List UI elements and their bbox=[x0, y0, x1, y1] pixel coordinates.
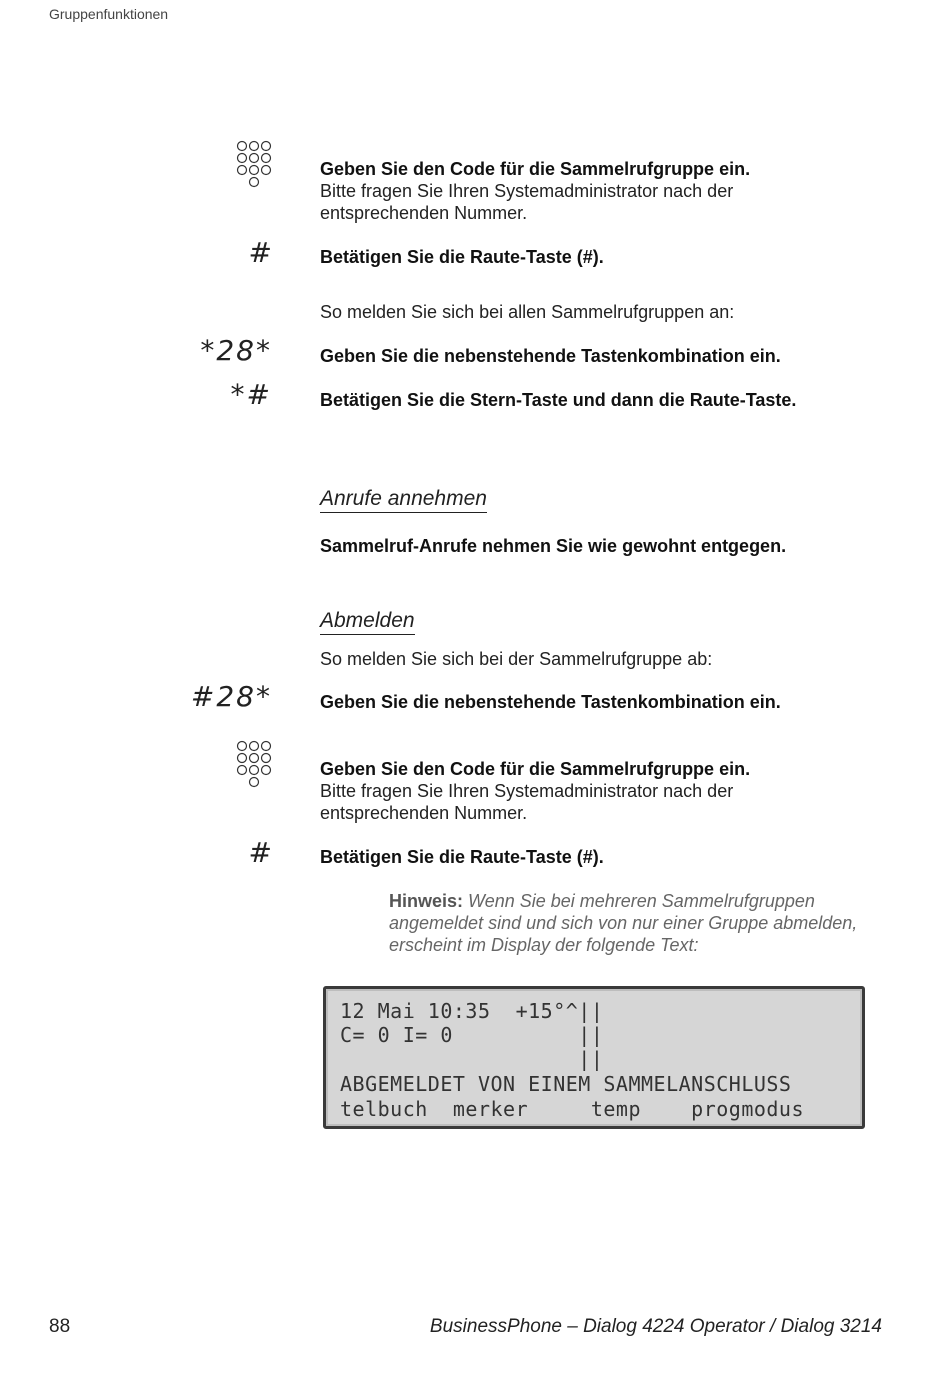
display-line-5: telbuch merker temp progmodus bbox=[340, 1097, 805, 1121]
display-line-1: 12 Mai 10:35 +15°^|| bbox=[340, 999, 604, 1023]
star-hash-instruction: Betätigen Sie die Stern-Taste und dann die Raute-Taste. bbox=[320, 390, 797, 410]
note-text: Wenn Sie bei mehreren Sammelrufgruppen angemeldet sind und sich von nur einer Gruppe abmelden, erscheint im Display der folgende Text: bbox=[389, 891, 858, 955]
code-hint-line2: entsprechenden Nummer. bbox=[320, 203, 528, 223]
display-line-3: || bbox=[340, 1047, 604, 1071]
logout-code-hint-line1: Bitte fragen Sie Ihren Systemadministrator nach der bbox=[320, 781, 734, 801]
keypad-icon bbox=[236, 740, 274, 790]
logout-intro: So melden Sie sich bei der Sammelrufgruppe ab: bbox=[320, 649, 713, 669]
phone-display bbox=[323, 986, 865, 1129]
answer-instruction: Sammelruf-Anrufe nehmen Sie wie gewohnt entgegen. bbox=[320, 536, 787, 556]
login-all-combo-icon: *28* bbox=[200, 334, 272, 367]
logout-combo-icon: #28* bbox=[190, 680, 272, 713]
logout-code-hint-line2: entsprechenden Nummer. bbox=[320, 803, 528, 823]
footer-title: BusinessPhone – Dialog 4224 Operator / Dialog 3214 bbox=[429, 1316, 882, 1337]
note-label: Hinweis: bbox=[389, 891, 464, 911]
hash-instruction: Betätigen Sie die Raute-Taste (#). bbox=[320, 247, 604, 267]
section-header: Gruppenfunktionen bbox=[49, 6, 169, 22]
logout-code-instruction: Geben Sie den Code für die Sammelrufgruppe ein. bbox=[320, 759, 751, 779]
display-line-2: C= 0 I= 0 || bbox=[340, 1023, 604, 1047]
hash-key-icon: # bbox=[248, 236, 272, 269]
display-line-4: ABGEMELDET VON EINEM SAMMELANSCHLUSS bbox=[340, 1072, 792, 1096]
section-heading-logout: Abmelden bbox=[320, 609, 415, 635]
login-all-intro: So melden Sie sich bei allen Sammelrufgruppen an: bbox=[320, 302, 735, 322]
logout-combo-instruction: Geben Sie die nebenstehende Tastenkombination ein. bbox=[320, 692, 781, 712]
page-number: 88 bbox=[49, 1316, 71, 1337]
code-instruction: Geben Sie den Code für die Sammelrufgruppe ein. bbox=[320, 159, 751, 179]
logout-hash-instruction: Betätigen Sie die Raute-Taste (#). bbox=[320, 847, 604, 867]
login-all-instruction: Geben Sie die nebenstehende Tastenkombination ein. bbox=[320, 346, 781, 366]
section-heading-answer: Anrufe annehmen bbox=[320, 487, 487, 513]
code-hint-line1: Bitte fragen Sie Ihren Systemadministrator nach der bbox=[320, 181, 734, 201]
hash-key-icon: # bbox=[248, 836, 272, 869]
star-hash-combo-icon: *# bbox=[230, 378, 272, 411]
keypad-icon bbox=[236, 140, 274, 190]
note bbox=[389, 890, 889, 956]
